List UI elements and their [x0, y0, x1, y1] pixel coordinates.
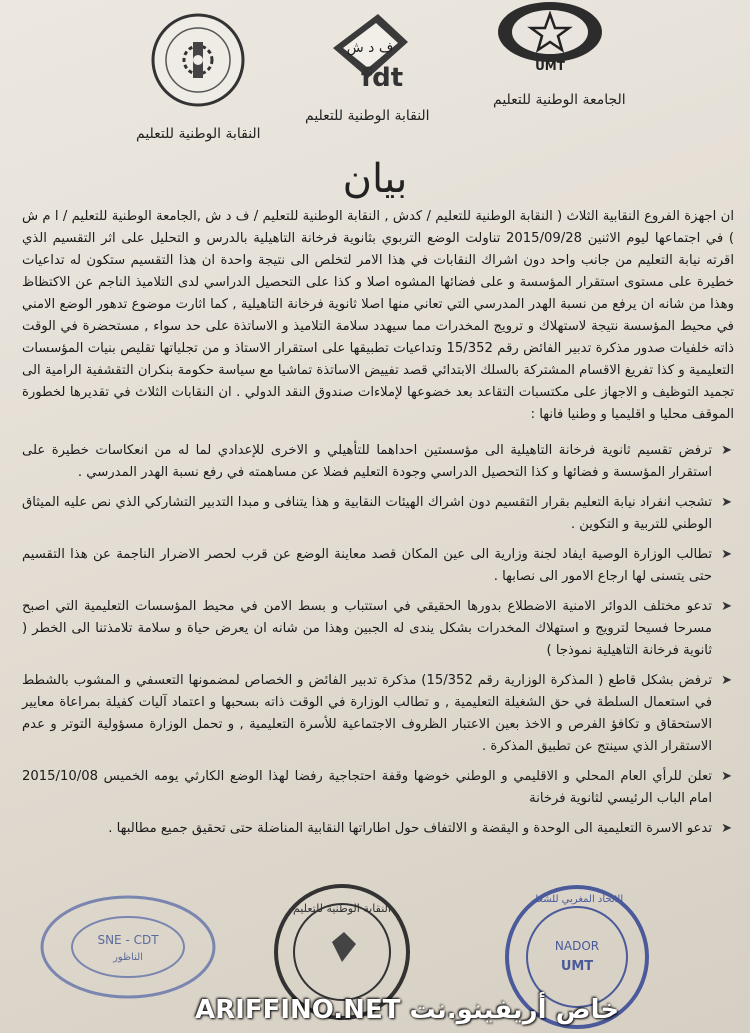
svg-text:UMT: UMT	[535, 59, 565, 72]
bullet-icon: ➤	[721, 673, 732, 688]
bullet-icon: ➤	[721, 495, 732, 510]
svg-text:UMT: UMT	[560, 959, 594, 974]
list-item: ➤ تدعو مختلف الدوائر الامنية الاضطلاع بدورها الحقيقي في استتباب و بسط الامن في محيط المؤسسات التعليمية التي اصبح مسرحا فسيحا لترويج و استهلاك المخدرات بشكل يندى له الجبين وهذا من شانه ان يعرض حياة و سلامة تلامذتنا الى الخطر ( ثانوية فرخانة التاهيلية نموذجا )	[22, 596, 734, 662]
list-item: ➤ تعلن للرأي العام المحلي و الاقليمي و الوطني خوضها وقفة احتجاجية رفضا لهذا الوضع الكارثي يومه الخميس 2015/10/08 امام الباب الرئيسي لثانوية فرخانة	[22, 766, 734, 810]
list-item: ➤ تشجب انفراد نيابة التعليم بقرار التقسيم دون اشراك الهيئات النقابية و هذا يتنافى و مبدا التدبير التشاركي الذي نص عليه الميثاق الوطني للتربية و التكوين .	[22, 492, 734, 536]
fdt-logo	[318, 8, 418, 88]
demands-list	[22, 440, 734, 840]
svg-text:الناظور: الناظور	[113, 952, 143, 963]
list-item: ➤ ترفض تقسيم ثانوية فرخانة التاهيلية الى مؤسستين احداهما للتأهيلي و الاخرى للإعدادي لما له من انعكاسات خطيرة على استقرار المؤسسة و فضائها و كذا التحصيل الدراسي وجودة التعليم فضلا عن مساهمته في رفع نسبة الهدر المدرسي .	[22, 440, 734, 484]
svg-text:fdt: fdt	[360, 63, 404, 88]
bullet-icon: ➤	[721, 599, 732, 614]
svg-text:النقابة الوطنية للتعليم: النقابة الوطنية للتعليم	[293, 902, 391, 915]
header-logos	[0, 8, 750, 158]
list-item: ➤ تدعو الاسرة التعليمية الى الوحدة و اليقضة و الالتفاف حول اطاراتها النقابية المناضلة حتى تحقيق جميع مطالبها .	[22, 818, 734, 840]
bullet-icon: ➤	[721, 547, 732, 562]
union-name-center: النقابة الوطنية للتعليم	[305, 108, 430, 124]
union-name-left: النقابة الوطنية للتعليم	[136, 126, 261, 142]
list-item: ➤ ترفض بشكل قاطع ( المذكرة الوزارية رقم 15/352) مذكرة تدبير الفائض و الخصاص لمضمونها التعسفي و المشوب بالشطط في استعمال السلطة في حق الشغيلة التعليمية , و تطالب الوزارة في الوقت ذاته بسحبها و اعتماد آليات كفيلة بمراعاة معايير الاستحقاق و تكافؤ الفرص و الاخذ بعين الاعتبار الظروف الاجتماعية للأسرة التعليمية , و تحمل الوزارة مسؤولية التوتر و عدم الاستقرار الذي سينتج عن تطبيق المذكرة .	[22, 670, 734, 758]
cdt-logo	[150, 12, 246, 108]
stamp-cdt	[38, 892, 218, 1006]
intro-paragraph: ان اجهزة الفروع النقابية الثلاث ( النقابة الوطنية للتعليم / كدش , النقابة الوطنية للتعليم / ف د ش ,الجامعة الوطنية للتعليم / ا م ش ) في اجتماعها ليوم الاثنين 2015/09/28 تناولت الوضع التربوي بثانوية فرخانة التاهيلية بالدرس و التحليل على اثر التقسيم الذي اقرته نيابة التعليم من جانب واحد دون اشراك النقابات في هذا الامر لتخلص الى نتيجة واحدة ان هذا التقسيم ستكون له تداعيات خطيرة على مستوى استقرار المؤسسة و على فضائها المشوه اصلا و كذا على التحصيل الدراسي لدى التلاميذ الناجم عن الاكتظاظ وهذا من شانه ان يرفع من نسبة الهدر المدرسي التي تعاني منها اصلا ثانوية فرخانة التاهيلية , كما اثارت موضوع تدهور الوضع الامني في محيط المؤسسة نتيجة لاستهلاك و ترويج المخدرات مما سيهدد سلامة التلاميذ و الاساتذة على حد سواء , مستحضرة في الوقت ذاته خلفيات صدور مذكرة تدبير الفائض رقم 15/352 وتداعيات تطبيقها على استقرار الاستاذ و من تجلياتها تقليص بنيات المؤسسات التعليمية و كذا تفريغ الاقسام المشتركة بالسلك الابتدائي قصد تفييض الاساتذة تماشيا مع سياسة حكومة بنكران التقشفية الرامية الى تجميد التوظيف و الاجهاز على مكتسبات التقاعد بعد خضوعها لإملاءات صندوق النقد الدولي . ان النقابات الثلاث في تقديرها لخطورة الموقف محليا و اقليميا و وطنيا فانها :	[22, 209, 734, 422]
list-item: ➤ تطالب الوزارة الوصية ايفاد لجنة وزارية الى عين المكان قصد معاينة الوضع عن قرب لحصر الاضرار الناجمة عن هذا التقسيم حتى يتسنى لها ارجاع الامور الى نصابها .	[22, 544, 734, 588]
bullet-icon: ➤	[721, 821, 732, 836]
union-name-right: الجامعة الوطنية للتعليم	[493, 92, 626, 108]
site-watermark: ARIFFINO.NET خاص أريفينو.نت	[195, 995, 620, 1025]
svg-text:SNE - CDT: SNE - CDT	[97, 933, 159, 947]
umt-logo	[495, 2, 605, 72]
bullet-icon: ➤	[721, 443, 732, 458]
svg-text:NADOR: NADOR	[554, 939, 600, 953]
svg-text:الاتحاد المغربي للشغل: الاتحاد المغربي للشغل	[530, 894, 624, 905]
page-title: بيان	[342, 156, 408, 202]
svg-text:ف د ش: ف د ش	[346, 40, 394, 56]
bullet-icon: ➤	[721, 769, 732, 784]
statement-body	[22, 206, 734, 848]
